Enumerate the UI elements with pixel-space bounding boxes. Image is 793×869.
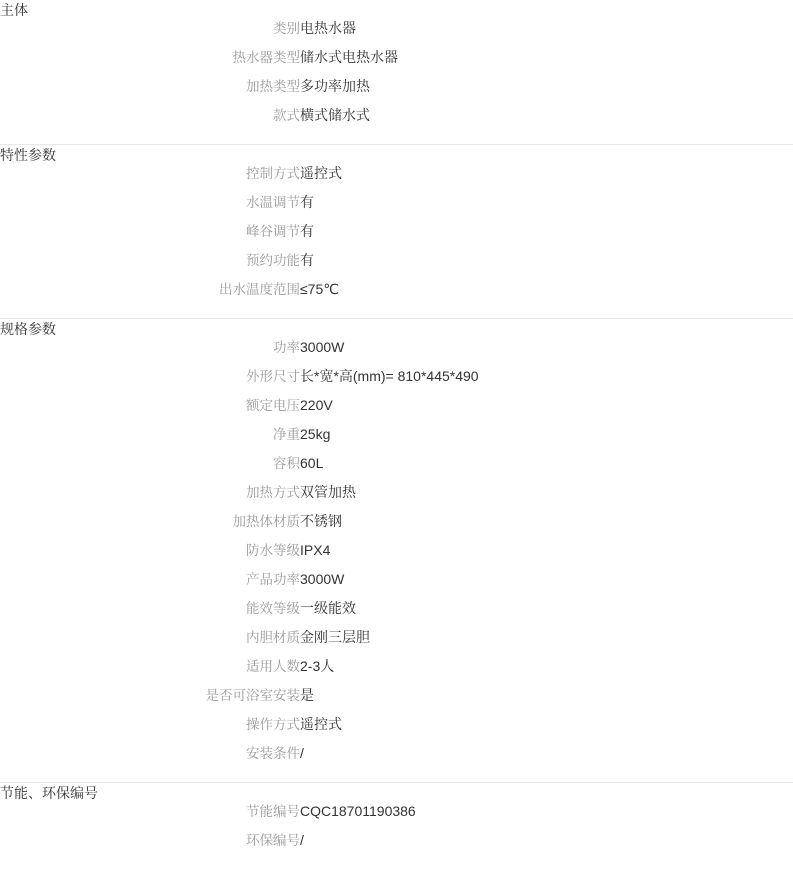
spec-attr-label: 能效等级: [200, 594, 300, 623]
spacer-row: [200, 319, 793, 333]
spec-attr-value: CQC18701190386: [300, 797, 793, 826]
spacer-row: [200, 855, 793, 869]
spec-attr-row: [200, 536, 793, 565]
spec-attr-row: [200, 362, 793, 391]
spacer-row: [200, 768, 793, 782]
spec-attr-label: 产品功率: [200, 565, 300, 594]
spacer-row: [200, 130, 793, 144]
spec-attr-row: [200, 797, 793, 826]
spec-attr-row: [200, 826, 793, 855]
spec-attr-label: 是否可浴室安装: [200, 681, 300, 710]
spec-attr-value: 不锈钢: [300, 507, 793, 536]
spec-attr-table: [200, 0, 793, 144]
spacer-cell: [200, 130, 300, 144]
spec-attr-value: 横式储水式: [300, 101, 793, 130]
spec-attr-row: [200, 217, 793, 246]
spec-attr-value: 25kg: [300, 420, 793, 449]
spec-attr-label: 款式: [200, 101, 300, 130]
spec-attr-value: 电热水器: [300, 14, 793, 43]
spacer-cell: [300, 319, 793, 333]
spec-attr-value: /: [300, 739, 793, 768]
spec-attr-label: 热水器类型: [200, 43, 300, 72]
spec-attr-value: 多功率加热: [300, 72, 793, 101]
spec-attr-row: [200, 565, 793, 594]
spec-attr-value: 长*宽*高(mm)= 810*445*490: [300, 362, 793, 391]
spec-attr-label: 功率: [200, 333, 300, 362]
spec-attr-label: 防水等级: [200, 536, 300, 565]
spec-attr-row: [200, 246, 793, 275]
spec-attr-row: [200, 478, 793, 507]
spacer-row: [200, 783, 793, 797]
spec-attr-label: 安装条件: [200, 739, 300, 768]
spec-attr-value: 2-3人: [300, 652, 793, 681]
spec-attr-label: 容积: [200, 449, 300, 478]
spec-attr-value: 220V: [300, 391, 793, 420]
spec-attr-value: ≤75℃: [300, 275, 793, 304]
spec-attr-value: 遥控式: [300, 159, 793, 188]
spec-attr-value: 是: [300, 681, 793, 710]
spec-group-body: [200, 783, 793, 869]
spec-attr-row: [200, 43, 793, 72]
spec-attr-value: 储水式电热水器: [300, 43, 793, 72]
spacer-cell: [300, 304, 793, 318]
spec-attr-table: [200, 783, 793, 869]
spec-group: [0, 0, 793, 145]
spec-attr-label: 预约功能: [200, 246, 300, 275]
spec-attr-value: 3000W: [300, 565, 793, 594]
spec-group-body: [200, 319, 793, 783]
spacer-cell: [200, 0, 300, 14]
spec-attr-row: [200, 739, 793, 768]
spec-group-body: [200, 0, 793, 145]
spec-attr-row: [200, 14, 793, 43]
spec-group: [0, 319, 793, 783]
spacer-cell: [200, 768, 300, 782]
spec-attr-label: 节能编号: [200, 797, 300, 826]
spec-attr-row: [200, 507, 793, 536]
spacer-cell: [300, 0, 793, 14]
spacer-cell: [200, 304, 300, 318]
spec-attr-value: 有: [300, 188, 793, 217]
spec-attr-label: 加热体材质: [200, 507, 300, 536]
spacer-cell: [200, 783, 300, 797]
spec-attr-row: [200, 652, 793, 681]
spec-attr-label: 净重: [200, 420, 300, 449]
spec-attr-value: 3000W: [300, 333, 793, 362]
spec-group-title: 特性参数: [0, 145, 200, 319]
spacer-cell: [200, 145, 300, 159]
spec-attr-row: [200, 449, 793, 478]
spec-attr-label: 适用人数: [200, 652, 300, 681]
spec-attr-value: 有: [300, 217, 793, 246]
spec-attr-row: [200, 159, 793, 188]
spec-attr-label: 峰谷调节: [200, 217, 300, 246]
spec-attr-label: 环保编号: [200, 826, 300, 855]
spec-attr-row: [200, 594, 793, 623]
spec-attr-value: 遥控式: [300, 710, 793, 739]
spec-attr-row: [200, 623, 793, 652]
spec-attr-value: 60L: [300, 449, 793, 478]
spec-attr-row: [200, 101, 793, 130]
spec-group-title: 主体: [0, 0, 200, 145]
spec-group-title: 节能、环保编号: [0, 783, 200, 869]
spec-attr-label: 类别: [200, 14, 300, 43]
spec-group: [0, 783, 793, 869]
spec-attr-value: /: [300, 826, 793, 855]
spec-attr-label: 额定电压: [200, 391, 300, 420]
spec-attr-label: 外形尺寸: [200, 362, 300, 391]
spec-group-title: 规格参数: [0, 319, 200, 783]
spec-attr-row: [200, 391, 793, 420]
spacer-row: [200, 0, 793, 14]
spec-attr-value: IPX4: [300, 536, 793, 565]
spec-attr-label: 加热方式: [200, 478, 300, 507]
spec-attr-label: 水温调节: [200, 188, 300, 217]
spec-attr-row: [200, 72, 793, 101]
spec-attr-row: [200, 188, 793, 217]
spacer-cell: [300, 855, 793, 869]
spec-attr-table: [200, 145, 793, 318]
spec-group: [0, 145, 793, 319]
spacer-cell: [300, 130, 793, 144]
spacer-cell: [200, 855, 300, 869]
spacer-row: [200, 304, 793, 318]
spacer-cell: [300, 145, 793, 159]
spec-attr-row: [200, 333, 793, 362]
spec-attr-value: 双管加热: [300, 478, 793, 507]
spec-attr-row: [200, 275, 793, 304]
spec-attr-value: 金刚三层胆: [300, 623, 793, 652]
spec-attr-label: 操作方式: [200, 710, 300, 739]
spec-attr-value: 一级能效: [300, 594, 793, 623]
spec-attr-label: 控制方式: [200, 159, 300, 188]
spec-attr-value: 有: [300, 246, 793, 275]
spec-attr-label: 出水温度范围: [200, 275, 300, 304]
spec-group-body: [200, 145, 793, 319]
spec-attr-row: [200, 710, 793, 739]
spec-attr-row: [200, 420, 793, 449]
spec-attr-label: 加热类型: [200, 72, 300, 101]
spec-attr-label: 内胆材质: [200, 623, 300, 652]
spec-attr-table: [200, 319, 793, 782]
spacer-cell: [300, 783, 793, 797]
spacer-row: [200, 145, 793, 159]
spacer-cell: [200, 319, 300, 333]
spec-attr-row: [200, 681, 793, 710]
spacer-cell: [300, 768, 793, 782]
